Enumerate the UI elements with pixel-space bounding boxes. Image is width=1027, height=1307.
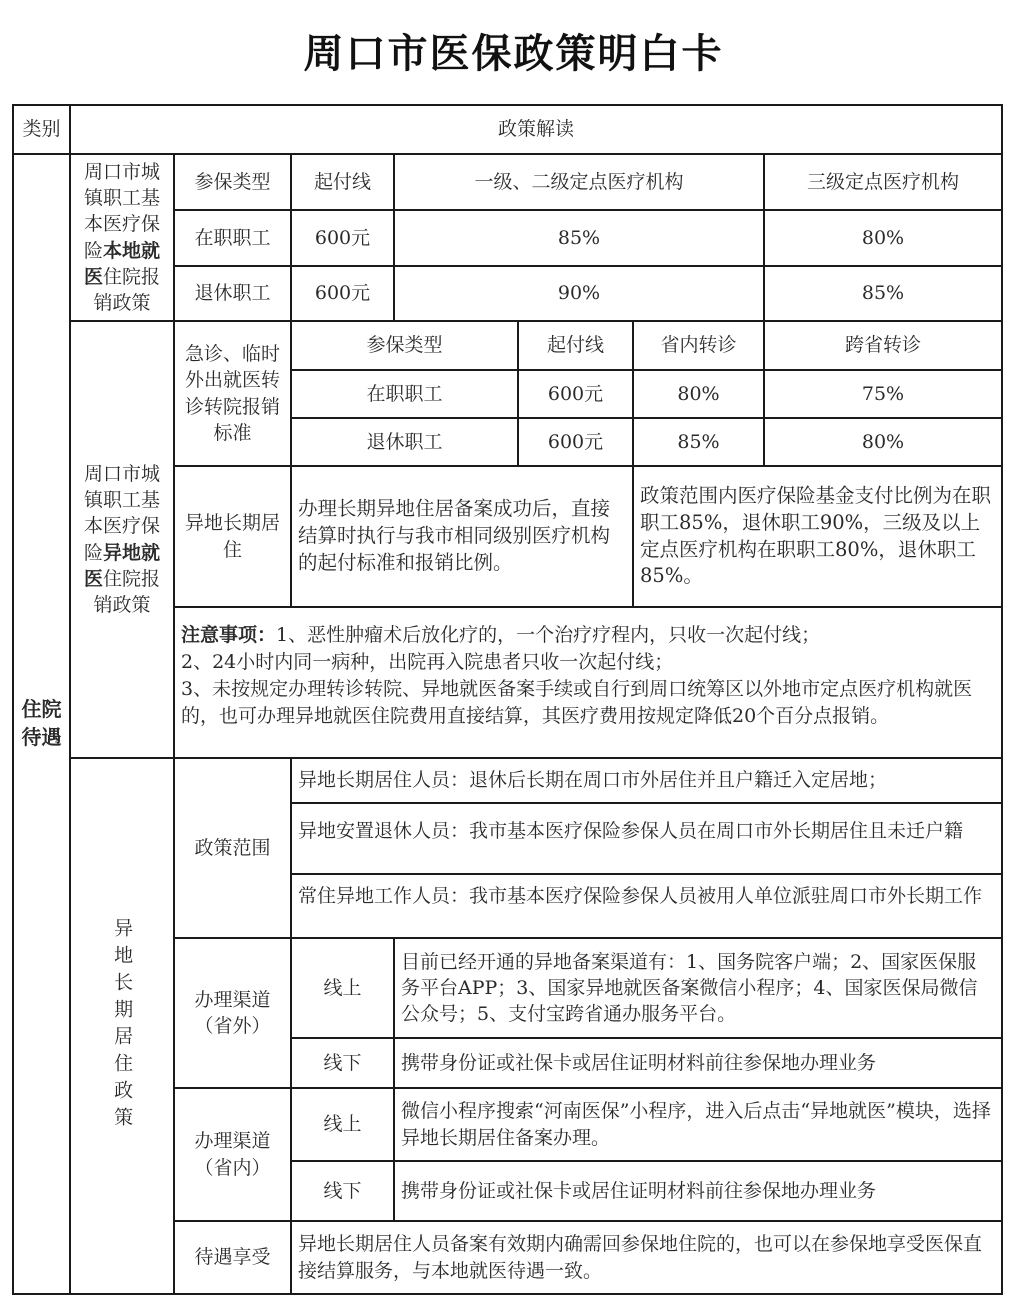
longterm-text-right — [632, 465, 1003, 608]
channel-in-offline-content: 携带身份证或社保卡或居住证明材料前往参保地办理业务 — [401, 1179, 877, 1202]
category-label: 住院待遇 — [21, 697, 62, 749]
channel-out-label — [173, 937, 292, 1089]
local-col-level12 — [393, 153, 765, 211]
category-cell — [12, 153, 71, 1295]
cell-text: 600元 — [314, 282, 371, 305]
local-col-deductible-label: 起付线 — [313, 170, 371, 193]
benefit-label — [173, 1220, 292, 1295]
header-category-label: 类别 — [22, 118, 61, 141]
longterm-text-right-content: 政策范围内医疗保险基金支付比例为在职职工85%，退休职工90%，三级及以上定点医疗机构在职职工80%，退休职工85%。 — [640, 483, 992, 588]
channel-in-label — [173, 1087, 292, 1222]
local-section-label — [69, 153, 175, 322]
scope-item-2-text: 异地安置退休人员：我市基本医疗保险参保人员在周口市外长期居住且未迁户籍 — [298, 820, 964, 842]
page-title: 周口市医保政策明白卡 — [303, 30, 724, 77]
cell-text: 90% — [557, 282, 601, 305]
emergency-col-deductible — [517, 320, 634, 371]
longterm-text-left-content: 办理长期异地住居备案成功后，直接结算时执行与我市相同级别医疗机构的起付标准和报销比例。 — [298, 497, 611, 574]
local-row2-level12 — [393, 265, 765, 322]
notes-item-1: 1、恶性肿瘤术后放化疗的，一个治疗疗程内，只收一次起付线； — [276, 624, 821, 646]
benefit-label-text: 待遇享受 — [194, 1246, 271, 1269]
local-col-level12-label: 一级、二级定点医疗机构 — [474, 170, 684, 193]
cell-text: 80% — [861, 226, 905, 249]
header-category — [12, 104, 71, 155]
local-row1-level3 — [763, 209, 1003, 267]
channel-in-online-content: 微信小程序搜索“河南医保”小程序，进入后点击“异地就医”模块，选择异地长期居住备案办理。 — [401, 1100, 991, 1149]
remote-label-part1: 周口市城镇职工基本医疗保险 — [83, 462, 160, 564]
cell-text: 省内转诊 — [660, 334, 737, 357]
header-interpretation — [69, 104, 1003, 155]
cell-text: 75% — [861, 382, 905, 405]
emergency-row2-in-province — [632, 417, 765, 467]
cell-text: 600元 — [547, 430, 604, 453]
local-row1-type — [173, 209, 292, 267]
cell-text: 80% — [861, 430, 905, 453]
emergency-row1-in-province — [632, 369, 765, 419]
notes-heading: 注意事项： — [181, 624, 277, 646]
channel-out-online-content: 目前已经开通的异地备案渠道有：1、国务院客户端；2、国家医保服务平台APP；3、国家异地就医备案微信小程序；4、国家医保局微信公众号；5、支付宝跨省通办服务平台。 — [401, 950, 978, 1026]
emergency-row2-cross-province — [763, 417, 1003, 467]
emergency-col-type — [290, 320, 519, 371]
scope-item-3-text: 常住异地工作人员：我市基本医疗保险参保人员被用人单位派驻周口市外长期工作 — [298, 885, 983, 907]
local-label-part3: 住院报销政策 — [93, 265, 161, 314]
channel-out-offline-label — [290, 1037, 395, 1089]
emergency-row1-cross-province — [763, 369, 1003, 419]
notes-cell — [173, 606, 1003, 759]
channel-in-label-text: 办理渠道（省内） — [194, 1130, 271, 1179]
cell-text: 85% — [677, 430, 720, 453]
longterm-policy-label — [69, 757, 175, 1295]
channel-out-offline-content: 携带身份证或社保卡或居住证明材料前往参保地办理业务 — [401, 1051, 877, 1074]
channel-in-offline-label — [290, 1160, 395, 1222]
cell-text: 参保类型 — [366, 334, 443, 357]
cell-text: 线下 — [323, 1051, 362, 1074]
channel-out-online-label — [290, 937, 395, 1039]
cell-text: 在职职工 — [194, 226, 271, 249]
local-row2-level3 — [763, 265, 1003, 322]
channel-out-label-text: 办理渠道（省外） — [194, 988, 271, 1037]
cell-text: 退休职工 — [194, 282, 271, 305]
local-col-type — [173, 153, 292, 211]
longterm-label-text: 异地长期居住 — [184, 512, 280, 561]
remote-label-highlight: 异地就医 — [83, 541, 161, 590]
local-col-type-label: 参保类型 — [194, 170, 271, 193]
benefit-content: 异地长期居住人员备案有效期内确需回参保地住院的，也可以在参保地享受医保直接结算服务，与本地就医待遇一致。 — [298, 1233, 983, 1282]
cell-text: 600元 — [547, 382, 604, 405]
longterm-text-left — [290, 465, 634, 608]
channel-in-offline-text — [393, 1160, 1003, 1222]
cell-text: 85% — [557, 226, 601, 249]
cell-text: 起付线 — [546, 334, 604, 357]
channel-out-online-text — [393, 937, 1003, 1039]
cell-text: 线上 — [323, 1113, 362, 1136]
cell-text: 600元 — [314, 226, 371, 249]
remote-label-part3: 住院报销政策 — [93, 567, 161, 616]
emergency-row1-deductible — [517, 369, 634, 419]
channel-out-offline-text — [393, 1037, 1003, 1089]
scope-item-2 — [290, 802, 1003, 875]
longterm-policy-label-text: 异地长期居住政策 — [111, 918, 134, 1134]
scope-item-3 — [290, 873, 1003, 939]
local-col-level3-label: 三级定点医疗机构 — [806, 170, 959, 193]
benefit-text — [290, 1220, 1003, 1295]
local-row2-type — [173, 265, 292, 322]
cell-text: 在职职工 — [366, 382, 443, 405]
scope-item-1-text: 异地长期居住人员：退休后长期在周口市外居住并且户籍迁入定居地； — [298, 769, 888, 792]
emergency-col-in-province — [632, 320, 765, 371]
local-row1-level12 — [393, 209, 765, 267]
emergency-row1-type — [290, 369, 519, 419]
cell-text: 85% — [861, 282, 905, 305]
local-row2-deductible — [290, 265, 395, 322]
local-row1-deductible — [290, 209, 395, 267]
channel-in-online-label — [290, 1087, 395, 1162]
emergency-label-text: 急诊、临时外出就医转诊转院报销标准 — [184, 343, 280, 444]
scope-label-text: 政策范围 — [194, 836, 271, 859]
local-label-highlight: 本地就医 — [83, 239, 161, 288]
cell-text: 线下 — [323, 1179, 362, 1202]
cell-text: 跨省转诊 — [844, 334, 921, 357]
emergency-row2-type — [290, 417, 519, 467]
notes-item-2: 2、24小时内同一病种，出院再入院患者只收一次起付线； — [181, 650, 674, 673]
emergency-label — [173, 320, 292, 467]
scope-item-1 — [290, 757, 1003, 804]
local-col-level3 — [763, 153, 1003, 211]
cell-text: 退休职工 — [366, 430, 443, 453]
cell-text: 线上 — [323, 976, 362, 999]
emergency-row2-deductible — [517, 417, 634, 467]
remote-section-label — [69, 320, 175, 759]
emergency-col-cross-province — [763, 320, 1003, 371]
channel-in-online-text — [393, 1087, 1003, 1162]
local-label-part1: 周口市城镇职工基本医疗保险 — [83, 160, 160, 262]
notes-item-3: 3、未按规定办理转诊转院、异地就医备案手续或自行到周口统筹区以外地市定点医疗机构就医的，也可办理异地就医住院费用直接结算，其医疗费用按规定降低20个百分点报销。 — [181, 677, 973, 727]
longterm-label — [173, 465, 292, 608]
header-interpretation-label: 政策解读 — [497, 118, 574, 141]
scope-label — [173, 757, 292, 939]
local-col-deductible — [290, 153, 395, 211]
cell-text: 80% — [677, 382, 720, 405]
